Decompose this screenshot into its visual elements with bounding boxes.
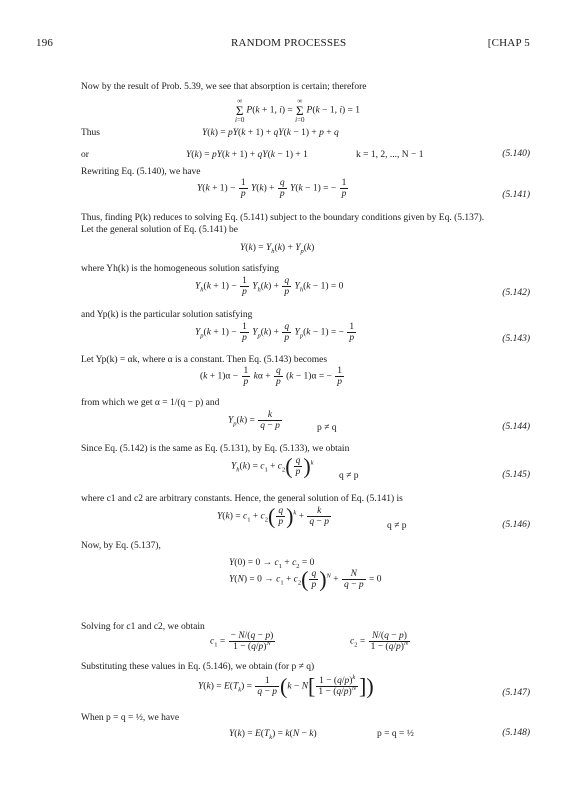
equation-5-145: $Y_h(k) = c_1 + c_2$( $\frac{q}{p}$ )$^k$ — [231, 453, 314, 479]
paragraph-from-which: from which we get α = 1/(q − p) and — [81, 398, 220, 408]
paragraph-substituting: Substituting these values in Eq. (5.146), we obtain (for p ≠ q) — [81, 662, 315, 672]
equation-sum-probabilities: ∞ Σ i=0P(k + 1, i) = ∞ Σ i=0P(k − 1, i) = 1 — [235, 97, 361, 124]
equation-alpha-substitution: (k + 1)α − $\frac{1}{p}$ kα + $\frac{q}{p}$ (k − 1)α = − $\frac{1}{p}$ — [200, 366, 343, 387]
condition-q-ne-p: q ≠ p — [339, 471, 359, 481]
equation-5-140-range: k = 1, 2, ..., N − 1 — [356, 150, 424, 160]
equation-c1: $c_1$ = $\frac{- N/(q - p)}{1 - (q/p)^N}$ — [210, 631, 274, 652]
equation-5-144: $Y_p(k)$ = $\frac{k}{q - p}$ — [228, 410, 280, 431]
equation-5-148: $Y(k) = E(T_k) = k(N - k)$ — [229, 729, 317, 741]
paragraph-rewriting: Rewriting Eq. (5.140), we have — [81, 167, 201, 177]
paragraph-since: Since Eq. (5.142) is the same as Eq. (5.131), by Eq. (5.133), we obtain — [81, 444, 350, 454]
equation-number: (5.140) — [502, 149, 530, 159]
paragraph-solving: Solving for c1 and c2, we obtain — [81, 622, 205, 632]
equation-5-140: Y(k) = pY(k + 1) + qY(k − 1) + 1 — [186, 150, 308, 160]
equation-number: (5.142) — [502, 288, 530, 298]
equation-number: (5.143) — [502, 334, 530, 344]
equation-5-141: Y(k + 1) − $\frac{1}{p}$ Y(k) + $\frac{q}{p}$ Y(k − 1) = − $\frac{1}{p}$ — [197, 178, 347, 199]
equation-yk-recurrence: Y(k) = pY(k + 1) + qY(k − 1) + p + q — [202, 128, 339, 138]
condition-p-ne-q: p ≠ q — [317, 423, 337, 433]
equation-number: (5.147) — [502, 688, 530, 698]
paragraph-where-c: where c1 and c2 are arbitrary constants. Hence, the general solution of Eq. (5.141) is — [81, 494, 403, 504]
paragraph-absorption: Now by the result of Prob. 5.39, we see that absorption is certain; therefore — [81, 82, 367, 92]
equation-5-143: $Y_p(k + 1)$ − $\frac{1}{p}$ $Y_p(k)$ + $\frac{q}{p}$ $Y_p(k - 1)$ = − $\frac{1}{p}$ — [195, 322, 355, 343]
equation-general-solution: $Y(k) = Y_h(k) + Y_p(k)$ — [240, 243, 315, 255]
equation-c2: $c_2$ = $\frac{N/(q - p)}{1 - (q/p)^N}$ — [350, 631, 409, 652]
paragraph-thus-finding-2: Let the general solution of Eq. (5.141) be — [81, 225, 238, 235]
equation-5-147: $Y(k) = E(T_k)$ = $\frac{1}{q - p}$ (k − N[ $\frac{1 - (q/p)^k}{1 - (q/p)^N}$ ]) — [198, 673, 374, 699]
paragraph-now-by: Now, by Eq. (5.137), — [81, 541, 161, 551]
paragraph-let-yp: Let Yp(k) = αk, where α is a constant. Then Eq. (5.143) becomes — [81, 355, 328, 365]
paragraph-when: When p = q = ½, we have — [81, 713, 180, 723]
label-or: or — [81, 150, 89, 160]
paragraph-where-homogeneous: where Yh(k) is the homogeneous solution satisfying — [81, 264, 280, 274]
condition-q-ne-p: q ≠ p — [387, 521, 407, 531]
paragraph-thus-finding-1: Thus, finding P(k) reduces to solving Eq. (5.141) subject to the boundary conditions given by Eq. (5.137). — [81, 213, 485, 223]
equation-boundary-y0: $Y(0) = 0 \to c_1 + c_2 = 0$ — [229, 558, 315, 570]
chapter-label: [CHAP 5 — [487, 37, 530, 49]
equation-boundary-yn: $Y(N) = 0 \to c_1 + c_2$( $\frac{q}{p}$ )$^N$ + $\frac{N}{q - p}$ = 0 — [229, 566, 382, 592]
equation-5-146: $Y(k) = c_1 + c_2$( $\frac{q}{p}$ )$^k$ + $\frac{k}{q - p}$ — [217, 503, 330, 529]
equation-number: (5.146) — [502, 520, 530, 530]
label-thus: Thus — [81, 128, 100, 138]
page-number: 196 — [36, 37, 54, 49]
condition-p-eq-q-half: p = q = ½ — [377, 729, 414, 739]
equation-number: (5.145) — [502, 470, 530, 480]
paragraph-particular: and Yp(k) is the particular solution satisfying — [81, 310, 253, 320]
running-title: RANDOM PROCESSES — [231, 37, 347, 49]
equation-5-142: $Y_h(k + 1)$ − $\frac{1}{p}$ $Y_h(k)$ + $\frac{q}{p}$ $Y_h(k - 1) = 0$ — [195, 276, 344, 297]
equation-number: (5.141) — [502, 190, 530, 200]
equation-number: (5.148) — [502, 728, 530, 738]
equation-number: (5.144) — [502, 422, 530, 432]
